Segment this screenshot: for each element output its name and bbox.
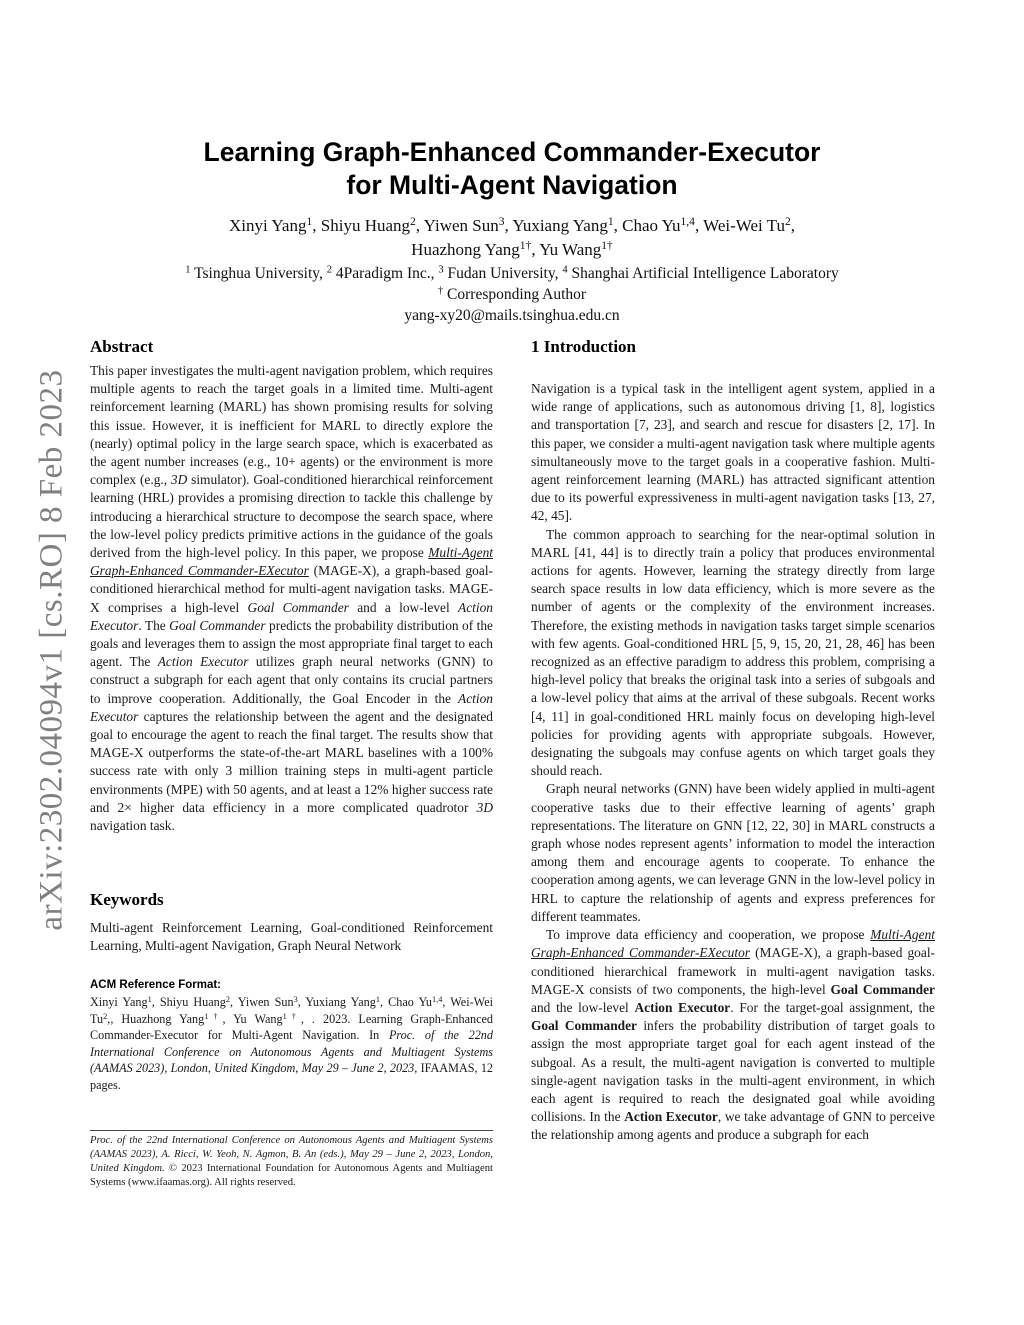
intro-paragraph-3: Graph neural networks (GNN) have been widely applied in multi-agent cooperative tasks due to their effective learning of agents’ graph representations. The literature on GNN [12, 22, 30] in MARL constructs a graph whose nodes represent agents’ information to model the interaction among them and encourage agents to cooperate. To enhance the cooperation among agents, we can leverage GNN in the low-level policy in HRL to capture the relationship of agents and express preferences for different teammates. (531, 781, 935, 924)
introduction-body (531, 380, 935, 1145)
acm-reference-text: Xinyi Yang$^1$, Shiyu Huang$^2$, Yiwen Sun$^3$, Yuxiang Yang$^1$, Chao Yu$^{1,4}$, Wei-Wei Tu$^2$,, Huazhong Yang$^{1\dagger}$, Yu Wang$^{1\dagger}$, . 2023. Learning Graph-Enhanced Commander-Executor for Multi-Agent Navigation. In Proc. of the 22nd International Conference on Autonomous Agents and Multiagent Systems (AAMAS 2023), London, United Kingdom, May 29 – June 2, 2023, IFAAMAS, 12 pages. (90, 994, 494, 1092)
footnote-copyright: Proc. of the 22nd International Conference on Autonomous Agents and Multiagent Systems (AAMAS 2023), A. Ricci, W. Yeoh, N. Agmon, B. An (eds.), May 29 – June 2, 2023, London, United Kingdom. © 2023 International Foundation for Autonomous Agents and Multiagent Systems (www.ifaamas.org). All rights reserved. (90, 1135, 494, 1188)
intro-paragraph-2: The common approach to searching for the near-optimal solution in MARL [41, 44] is to directly train a policy that produces environmental actions for agents. However, learning the strategy directly from large search space results in low data efficiency, which is more severe as the number of agents or the complexity of the environment increases. Therefore, the existing methods in navigation tasks target simple scenarios with few agents. Goal-conditioned HRL [5, 9, 15, 20, 21, 28, 46] has been recognized as an effective paradigm to address this problem, comprising a high-level policy that breaks the original task into a series of subgoals and a low-level policy that aims at the arrival of these subgoals. Recent works [4, 11] in goal-conditioned HRL mainly focus on developing high-level policies for providing agents with appropriate subgoals. However, designating the subgoals may confuse agents on which target goals they should reach. (531, 526, 935, 779)
corresponding-note: † Corresponding Author (437, 285, 587, 303)
affiliation-line: $^1$ Tsinghua University, $^2$ 4Paradigm Inc., $^3$ Fudan University, $^4$ Shanghai Artificial Intelligence Laboratory (185, 264, 839, 282)
author-line-1: Xinyi Yang$^1$, Shiyu Huang$^2$, Yiwen Sun$^3$, Yuxiang Yang$^1$, Chao Yu$^{1,4}$, Wei-Wei Tu$^2$, (229, 215, 795, 235)
paper-title (160, 136, 864, 202)
keywords-heading: Keywords (90, 890, 164, 909)
arxiv-identifier: arXiv:2302.04094v1 [cs.RO] 8 Feb 2023 (33, 369, 70, 931)
introduction-heading: 1 Introduction (531, 337, 637, 356)
intro-paragraph-4: To improve data efficiency and cooperation, we propose Multi-Agent Graph-Enhanced Commander-EXecutor (MAGE-X), a graph-based goal-conditioned hierarchical framework in multi-agent navigation tasks. MAGE-X consists of two components, the high-level Goal Commander and the low-level Action Executor. For the target-goal assignment, the Goal Commander infers the probability distribution of target goals to assign the most appropriate target goal for each agent instead of the subgoal. As a result, the multi-agent navigation is converted to multiple single-agent navigation tasks in the multi-agent environment, in which each agent is required to reach the designated goal while avoiding collisions. In the Action Executor, we take advantage of GNN to perceive the relationship among agents and produce a subgraph for each (531, 927, 935, 1143)
abstract-paragraph: This paper investigates the multi-agent navigation problem, which requires multiple agents to reach the target goals in a limited time. Multi-agent reinforcement learning (MARL) has shown promising results for solving this issue. However, it is inefficient for MARL to directly explore the (nearly) optimal policy in the large search space, which is exacerbated as the agent number increases (e.g., 10+ agents) or the environment is more complex (e.g., 3D simulator). Goal-conditioned hierarchical reinforcement learning (HRL) provides a promising direction to tackle this challenge by introducing a hierarchical structure to decompose the search space, where the low-level policy predicts primitive actions in the guidance of the goals derived from the high-level policy. In this paper, we propose Multi-Agent Graph-Enhanced Commander-EXecutor (MAGE-X), a graph-based goal-conditioned hierarchical method for multi-agent navigation tasks. MAGE-X comprises a high-level Goal Commander and a low-level Action Executor. The Goal Commander predicts the probability distribution of the goals and leverages them to assign the most appropriate final target to each agent. The Action Executor utilizes graph neural networks (GNN) to construct a subgraph for each agent that only contains its crucial partners to improve cooperation. Additionally, the Goal Encoder in the Action Executor captures the relationship between the agent and the designated goal to encourage the agent to reach the final target. The results show that MAGE-X outperforms the state-of-the-art MARL baselines with a 100% success rate with only 3 million training steps in multi-agent particle environments (MPE) with 50 agents, and at least a 12% higher success rate and 2× higher data efficiency in a more complicated quadrotor 3D navigation task. (90, 363, 494, 834)
contact-email[interactable]: yang-xy20@mails.tsinghua.edu.cn (404, 307, 620, 324)
acm-reference-heading: ACM Reference Format: (90, 979, 221, 991)
abstract-body (90, 362, 493, 835)
footnote-rule (90, 1130, 493, 1131)
abstract-heading: Abstract (90, 337, 154, 356)
affiliations (130, 263, 894, 326)
title-line-1: Learning Graph-Enhanced Commander-Executor (203, 137, 821, 167)
title-line-2: for Multi-Agent Navigation (346, 170, 678, 200)
author-list (130, 214, 894, 262)
author-line-2: Huazhong Yang$^{1\dagger}$, Yu Wang$^{1\dagger}$ (411, 239, 613, 259)
intro-paragraph-1: Navigation is a typical task in the intelligent agent system, applied in a wide range of applications, such as autonomous driving [1, 8], logistics and transportation [7, 23], and search and rescue for disasters [2, 17]. In this paper, we consider a multi-agent navigation task where multiple agents simultaneously move to the target goals in a cooperative fashion. Multi-agent reinforcement learning (MARL) has attracted significant attention due to its powerful expressiveness in multi-agent navigation tasks [13, 27, 42, 45]. (531, 381, 935, 524)
keywords-text: Multi-agent Reinforcement Learning, Goal-conditioned Reinforcement Learning, Multi-agent Navigation, Graph Neural Network (90, 920, 493, 954)
